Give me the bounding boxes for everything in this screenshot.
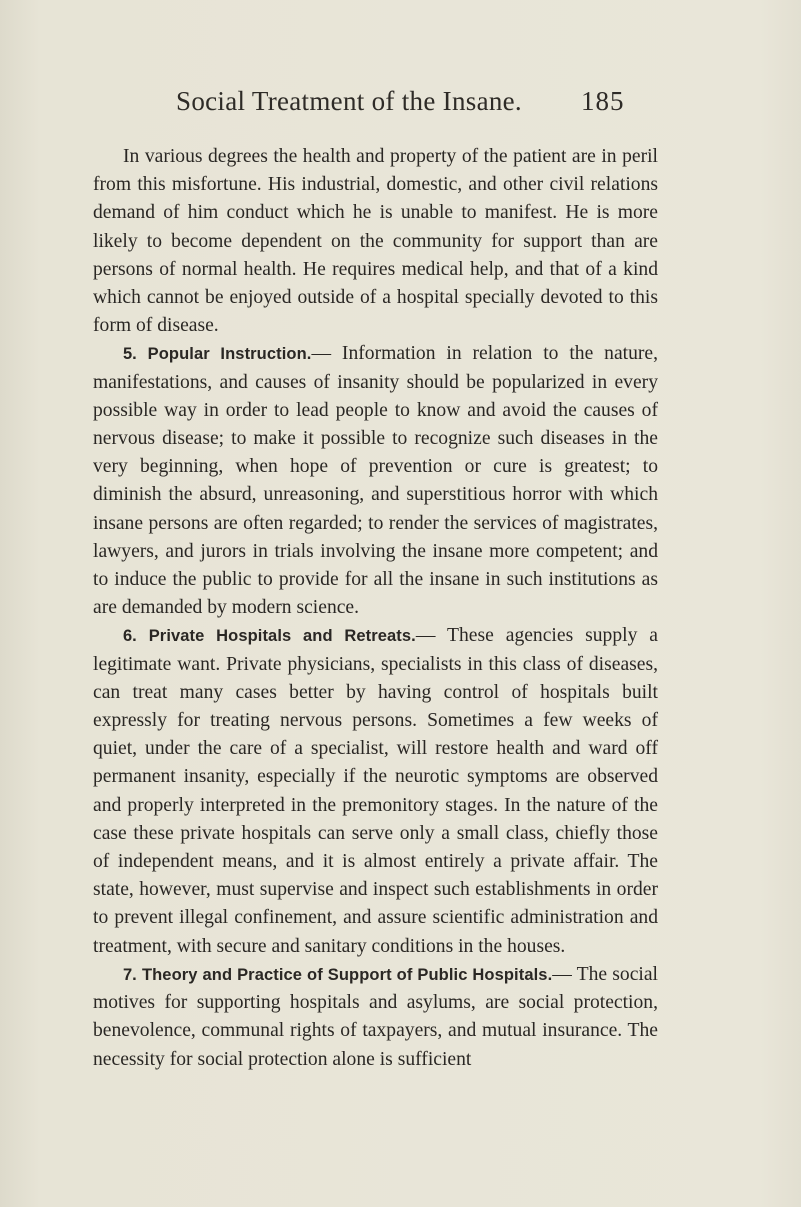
paragraph-section-6 [93, 622, 658, 960]
section-number: 5. [123, 345, 137, 364]
section-number: 7. [123, 965, 137, 984]
page-number: 185 [581, 86, 625, 116]
running-title: Social Treatment of the Insane. [176, 86, 522, 116]
paragraph-section-5 [93, 340, 658, 622]
running-header [176, 86, 636, 122]
paragraph-section-7 [93, 961, 658, 1074]
paragraph-text: In various degrees the health and property of the patient are in peril from this misfortune. His industrial, domestic, and other civil relations demand of him conduct which he is unable to manifest. He is more likely to become dependent on the community for support than are persons of normal health. He requires medical help, and that of a kind which cannot be enjoyed outside of a hospital specially devoted to this form of disease. [93, 146, 658, 337]
paragraph-text: — Information in relation to the nature, manifestations, and causes of insanity should be popularized in every possible way in order to lead people to know and avoid the causes of nervous disease; to make it possible to recognize such diseases in the very beginning, when hope of prevention or cure is greatest; to diminish the absurd, unreasoning, and superstitious horror with which insane persons are often regarded; to render the services of magistrates, lawyers, and jurors in trials involving the insane more competent; and to induce the public to provide for all the insane in such institutions as are demanded by modern science. [93, 343, 659, 619]
section-heading: Theory and Practice of Support of Public Hospitals. [141, 965, 553, 984]
section-heading: Private Hospitals and Retreats. [148, 627, 416, 646]
paragraph-text: — The social motives for supporting hospitals and asylums, are social protection, benevolence, communal rights of taxpayers, and mutual insurance. The necessity for social protection alone is sufficient [93, 963, 658, 1070]
section-heading: Popular Instruction. [147, 345, 312, 364]
paragraph-intro [93, 143, 658, 340]
section-number: 6. [123, 627, 137, 646]
paragraph-text: — These agencies supply a legitimate want. Private physicians, specialists in this class of diseases, can treat many cases better by having control of hospitals built expressly for treating nervous persons. Sometimes a few weeks of quiet, under the care of a specialist, will restore health and ward off permanent insanity, especially if the neurotic symptoms are observed and properly interpreted in the premonitory stages. In the nature of the case these private hospitals can serve only a small class, chiefly those of independent means, and it is almost entirely a private affair. The state, however, must supervise and inspect such establishments in order to prevent illegal confinement, and assure scientific administration and treatment, with secure and sanitary conditions in the houses. [93, 625, 658, 957]
body-text [93, 143, 658, 1074]
